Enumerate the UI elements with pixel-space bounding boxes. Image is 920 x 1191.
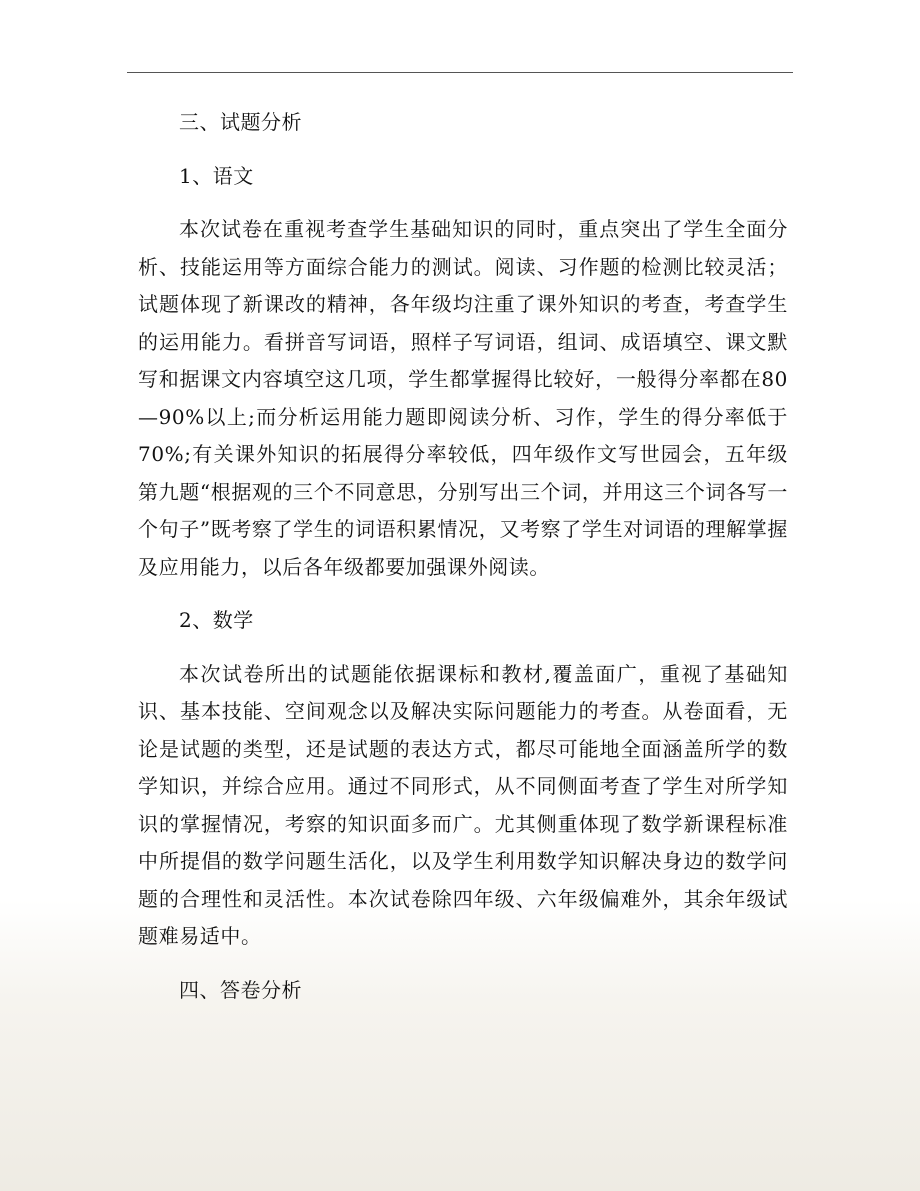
document-body <box>138 104 788 1009</box>
header-rule <box>127 72 793 73</box>
paragraph-chinese-analysis: 本次试卷在重视考查学生基础知识的同时，重点突出了学生全面分析、技能运用等方面综合能力的测试。阅读、习作题的检测比较灵活；试题体现了新课改的精神，各年级均注重了课外知识的考查，考查学生的运用能力。看拼音写词语，照样子写词语，组词、成语填空、课文默写和据课文内容填空这几项，学生都掌握得比较好，一般得分率都在80—90%以上;而分析运用能力题即阅读分析、习作，学生的得分率低于70%;有关课外知识的拓展得分率较低，四年级作文写世园会，五年级第九题“根据观的三个不同意思，分别写出三个词，并用这三个词各写一个句子”既考察了学生的词语积累情况，又考察了学生对词语的理解掌握及应用能力，以后各年级都要加强课外阅读。 <box>138 217 788 579</box>
paragraph-math-analysis: 本次试卷所出的试题能依据课标和教材,覆盖面广，重视了基础知识、基本技能、空间观念以及解决实际问题能力的考查。从卷面看，无论是试题的类型，还是试题的表达方式，都尽可能地全面涵盖所学的数学知识，并综合应用。通过不同形式，从不同侧面考查了学生对所学知识的掌握情况，考察的知识面多而广。尤其侧重体现了数学新课程标准中所提倡的数学问题生活化，以及学生利用数学知识解决身边的数学问题的合理性和灵活性。本次试卷除四年级、六年级偏难外，其余年级试题难易适中。 <box>138 661 788 948</box>
subheading-chinese: 1、语文 <box>179 163 254 188</box>
section-heading-answer-analysis: 四、答卷分析 <box>179 977 302 1002</box>
subheading-math: 2、数学 <box>179 608 254 632</box>
section-heading-test-analysis: 三、试题分析 <box>179 110 302 134</box>
